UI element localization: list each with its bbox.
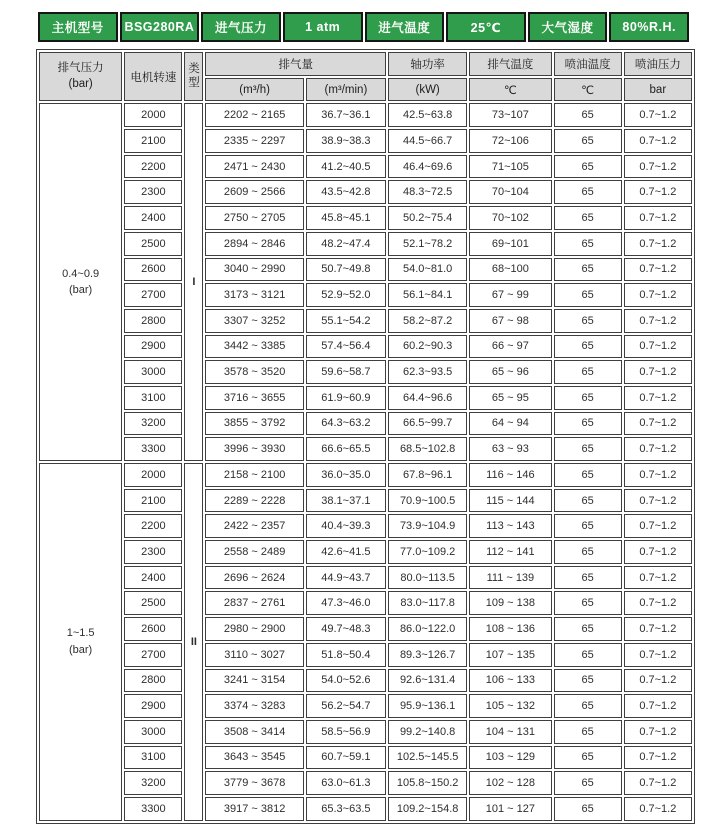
oil-pressure-cell: 0.7~1.2: [624, 335, 692, 359]
discharge-temp-cell: 67 ~ 99: [469, 283, 551, 307]
capacity-min-cell: 63.0~61.3: [306, 771, 386, 795]
oil-pressure-cell: 0.7~1.2: [624, 591, 692, 615]
motor-speed-cell: 3300: [124, 797, 182, 821]
col-header-capacity: 排气量: [205, 52, 386, 76]
capacity-min-cell: 59.6~58.7: [306, 360, 386, 384]
motor-speed-cell: 2300: [124, 180, 182, 204]
capacity-min-cell: 52.9~52.0: [306, 283, 386, 307]
discharge-temp-cell: 68~100: [469, 258, 551, 282]
capacity-min-cell: 48.2~47.4: [306, 232, 386, 256]
info-value-model: BSG280RA: [120, 12, 200, 42]
discharge-temp-cell: 70~104: [469, 180, 551, 204]
col-unit-capacity-min: (m³/min): [306, 78, 386, 102]
shaft-power-cell: 105.8~150.2: [388, 771, 467, 795]
oil-pressure-cell: 0.7~1.2: [624, 566, 692, 590]
capacity-h-cell: 3716 ~ 3655: [205, 386, 303, 410]
oil-pressure-cell: 0.7~1.2: [624, 386, 692, 410]
shaft-power-cell: 80.0~113.5: [388, 566, 467, 590]
table-row: [39, 206, 692, 230]
shaft-power-cell: 54.0~81.0: [388, 258, 467, 282]
capacity-h-cell: 3779 ~ 3678: [205, 771, 303, 795]
shaft-power-cell: 99.2~140.8: [388, 720, 467, 744]
shaft-power-cell: 66.5~99.7: [388, 412, 467, 436]
motor-speed-cell: 2700: [124, 643, 182, 667]
capacity-min-cell: 41.2~40.5: [306, 155, 386, 179]
capacity-min-cell: 36.0~35.0: [306, 463, 386, 487]
shaft-power-cell: 46.4~69.6: [388, 155, 467, 179]
motor-speed-cell: 3300: [124, 437, 182, 461]
capacity-h-cell: 2335 ~ 2297: [205, 129, 303, 153]
table-row: [39, 617, 692, 641]
oil-temp-cell: 65: [554, 412, 622, 436]
capacity-h-cell: 2289 ~ 2228: [205, 489, 303, 513]
oil-temp-cell: 65: [554, 540, 622, 564]
capacity-min-cell: 56.2~54.7: [306, 694, 386, 718]
capacity-h-cell: 2837 ~ 2761: [205, 591, 303, 615]
info-label-humidity: 大气湿度: [528, 12, 608, 42]
spec-info-bar: [36, 10, 691, 44]
table-row: [39, 232, 692, 256]
table-row: [39, 797, 692, 821]
discharge-temp-cell: 102 ~ 128: [469, 771, 551, 795]
table-row: [39, 412, 692, 436]
shaft-power-cell: 109.2~154.8: [388, 797, 467, 821]
motor-speed-cell: 2900: [124, 335, 182, 359]
table-row: [39, 335, 692, 359]
col-header-oil-temp: 喷油温度: [554, 52, 622, 76]
oil-temp-cell: 65: [554, 771, 622, 795]
col-header-type-char2: 型: [188, 76, 200, 89]
oil-temp-cell: 65: [554, 720, 622, 744]
oil-temp-cell: 65: [554, 129, 622, 153]
oil-temp-cell: 65: [554, 232, 622, 256]
discharge-temp-cell: 104 ~ 131: [469, 720, 551, 744]
oil-temp-cell: 65: [554, 258, 622, 282]
oil-pressure-cell: 0.7~1.2: [624, 309, 692, 333]
table-row: [39, 309, 692, 333]
oil-temp-cell: 65: [554, 746, 622, 770]
capacity-h-cell: 3917 ~ 3812: [205, 797, 303, 821]
capacity-h-cell: 2750 ~ 2705: [205, 206, 303, 230]
oil-temp-cell: 65: [554, 463, 622, 487]
capacity-min-cell: 42.6~41.5: [306, 540, 386, 564]
shaft-power-cell: 83.0~117.8: [388, 591, 467, 615]
oil-pressure-cell: 0.7~1.2: [624, 694, 692, 718]
capacity-h-cell: 3578 ~ 3520: [205, 360, 303, 384]
motor-speed-cell: 2100: [124, 489, 182, 513]
table-row: [39, 566, 692, 590]
oil-pressure-cell: 0.7~1.2: [624, 129, 692, 153]
capacity-h-cell: 3307 ~ 3252: [205, 309, 303, 333]
oil-pressure-cell: 0.7~1.2: [624, 180, 692, 204]
capacity-min-cell: 55.1~54.2: [306, 309, 386, 333]
table-row: [39, 155, 692, 179]
table-row: [39, 643, 692, 667]
shaft-power-cell: 89.3~126.7: [388, 643, 467, 667]
oil-pressure-cell: 0.7~1.2: [624, 746, 692, 770]
discharge-temp-cell: 111 ~ 139: [469, 566, 551, 590]
header-row-1: [39, 52, 692, 76]
capacity-h-cell: 3442 ~ 3385: [205, 335, 303, 359]
table-row: [39, 283, 692, 307]
table-row: [39, 514, 692, 538]
motor-speed-cell: 3100: [124, 386, 182, 410]
table-row: [39, 540, 692, 564]
discharge-temp-cell: 109 ~ 138: [469, 591, 551, 615]
oil-temp-cell: 65: [554, 386, 622, 410]
col-header-shaft-power: 轴功率: [388, 52, 467, 76]
capacity-min-cell: 38.9~38.3: [306, 129, 386, 153]
motor-speed-cell: 2200: [124, 155, 182, 179]
capacity-min-cell: 38.1~37.1: [306, 489, 386, 513]
info-label-inlet-temp: 进气温度: [365, 12, 445, 42]
motor-speed-cell: 2600: [124, 617, 182, 641]
oil-pressure-cell: 0.7~1.2: [624, 232, 692, 256]
table-row: [39, 771, 692, 795]
capacity-h-cell: 3855 ~ 3792: [205, 412, 303, 436]
spec-sheet: [36, 10, 693, 824]
oil-pressure-cell: 0.7~1.2: [624, 412, 692, 436]
table-row: [39, 258, 692, 282]
oil-temp-cell: 65: [554, 180, 622, 204]
capacity-min-cell: 49.7~48.3: [306, 617, 386, 641]
table-row: [39, 694, 692, 718]
col-header-oil-pressure: 喷油压力: [624, 52, 692, 76]
shaft-power-cell: 64.4~96.6: [388, 386, 467, 410]
capacity-min-cell: 43.5~42.8: [306, 180, 386, 204]
col-header-discharge-temp: 排气温度: [469, 52, 551, 76]
table-row: [39, 746, 692, 770]
capacity-min-cell: 51.8~50.4: [306, 643, 386, 667]
table-row: [39, 180, 692, 204]
oil-temp-cell: 65: [554, 566, 622, 590]
discharge-temp-cell: 116 ~ 146: [469, 463, 551, 487]
motor-speed-cell: 2400: [124, 566, 182, 590]
motor-speed-cell: 2700: [124, 283, 182, 307]
discharge-temp-cell: 115 ~ 144: [469, 489, 551, 513]
oil-temp-cell: 65: [554, 694, 622, 718]
discharge-temp-cell: 107 ~ 135: [469, 643, 551, 667]
shaft-power-cell: 77.0~109.2: [388, 540, 467, 564]
motor-speed-cell: 3200: [124, 412, 182, 436]
oil-temp-cell: 65: [554, 155, 622, 179]
col-header-motor-speed: 电机转速: [124, 52, 182, 101]
oil-pressure-cell: 0.7~1.2: [624, 489, 692, 513]
table-row: [39, 489, 692, 513]
col-unit-shaft-power: (kW): [388, 78, 467, 102]
shaft-power-cell: 48.3~72.5: [388, 180, 467, 204]
oil-temp-cell: 65: [554, 309, 622, 333]
oil-pressure-cell: 0.7~1.2: [624, 617, 692, 641]
col-header-type: [184, 52, 203, 101]
capacity-min-cell: 54.0~52.6: [306, 669, 386, 693]
motor-speed-cell: 3000: [124, 720, 182, 744]
oil-temp-cell: 65: [554, 206, 622, 230]
discharge-temp-cell: 108 ~ 136: [469, 617, 551, 641]
shaft-power-cell: 44.5~66.7: [388, 129, 467, 153]
pressure-group-cell: 1~1.5 (bar): [39, 463, 122, 821]
capacity-h-cell: 2696 ~ 2624: [205, 566, 303, 590]
table-row: [39, 360, 692, 384]
col-header-discharge-pressure-label: 排气压力: [57, 62, 104, 75]
shaft-power-cell: 60.2~90.3: [388, 335, 467, 359]
capacity-min-cell: 64.3~63.2: [306, 412, 386, 436]
table-row: [39, 386, 692, 410]
capacity-h-cell: 2202 ~ 2165: [205, 103, 303, 127]
oil-pressure-cell: 0.7~1.2: [624, 103, 692, 127]
capacity-h-cell: 3241 ~ 3154: [205, 669, 303, 693]
discharge-temp-cell: 103 ~ 129: [469, 746, 551, 770]
capacity-min-cell: 45.8~45.1: [306, 206, 386, 230]
shaft-power-cell: 86.0~122.0: [388, 617, 467, 641]
discharge-temp-cell: 112 ~ 141: [469, 540, 551, 564]
capacity-min-cell: 50.7~49.8: [306, 258, 386, 282]
motor-speed-cell: 2500: [124, 232, 182, 256]
motor-speed-cell: 2200: [124, 514, 182, 538]
spec-table: [36, 49, 695, 824]
oil-temp-cell: 65: [554, 514, 622, 538]
col-unit-oil-temp: ℃: [554, 78, 622, 102]
shaft-power-cell: 56.1~84.1: [388, 283, 467, 307]
motor-speed-cell: 2000: [124, 463, 182, 487]
discharge-temp-cell: 106 ~ 133: [469, 669, 551, 693]
col-unit-oil-pressure: bar: [624, 78, 692, 102]
capacity-h-cell: 3643 ~ 3545: [205, 746, 303, 770]
oil-pressure-cell: 0.7~1.2: [624, 463, 692, 487]
oil-temp-cell: 65: [554, 103, 622, 127]
capacity-min-cell: 58.5~56.9: [306, 720, 386, 744]
discharge-temp-cell: 73~107: [469, 103, 551, 127]
motor-speed-cell: 3100: [124, 746, 182, 770]
col-header-discharge-pressure: [39, 52, 122, 101]
oil-pressure-cell: 0.7~1.2: [624, 669, 692, 693]
oil-pressure-cell: 0.7~1.2: [624, 771, 692, 795]
capacity-min-cell: 66.6~65.5: [306, 437, 386, 461]
oil-pressure-cell: 0.7~1.2: [624, 797, 692, 821]
capacity-h-cell: 3040 ~ 2990: [205, 258, 303, 282]
shaft-power-cell: 62.3~93.5: [388, 360, 467, 384]
discharge-temp-cell: 66 ~ 97: [469, 335, 551, 359]
motor-speed-cell: 2600: [124, 258, 182, 282]
table-row: [39, 463, 692, 487]
col-unit-discharge-temp: ℃: [469, 78, 551, 102]
oil-pressure-cell: 0.7~1.2: [624, 155, 692, 179]
oil-temp-cell: 65: [554, 617, 622, 641]
capacity-h-cell: 2158 ~ 2100: [205, 463, 303, 487]
oil-pressure-cell: 0.7~1.2: [624, 258, 692, 282]
col-header-discharge-pressure-unit: (bar): [68, 77, 93, 90]
capacity-h-cell: 3508 ~ 3414: [205, 720, 303, 744]
capacity-h-cell: 3996 ~ 3930: [205, 437, 303, 461]
discharge-temp-cell: 72~106: [469, 129, 551, 153]
table-row: [39, 437, 692, 461]
discharge-temp-cell: 105 ~ 132: [469, 694, 551, 718]
info-label-model: 主机型号: [38, 12, 118, 42]
motor-speed-cell: 2800: [124, 669, 182, 693]
info-value-inlet-pressure: 1 atm: [283, 12, 363, 42]
motor-speed-cell: 3000: [124, 360, 182, 384]
oil-pressure-cell: 0.7~1.2: [624, 206, 692, 230]
motor-speed-cell: 2800: [124, 309, 182, 333]
type-cell: I: [184, 103, 203, 461]
shaft-power-cell: 58.2~87.2: [388, 309, 467, 333]
table-row: [39, 720, 692, 744]
discharge-temp-cell: 65 ~ 96: [469, 360, 551, 384]
capacity-min-cell: 61.9~60.9: [306, 386, 386, 410]
capacity-min-cell: 44.9~43.7: [306, 566, 386, 590]
table-row: [39, 591, 692, 615]
discharge-temp-cell: 67 ~ 98: [469, 309, 551, 333]
oil-temp-cell: 65: [554, 335, 622, 359]
capacity-h-cell: 3173 ~ 3121: [205, 283, 303, 307]
motor-speed-cell: 3200: [124, 771, 182, 795]
motor-speed-cell: 2900: [124, 694, 182, 718]
oil-pressure-cell: 0.7~1.2: [624, 360, 692, 384]
discharge-temp-cell: 69~101: [469, 232, 551, 256]
discharge-temp-cell: 65 ~ 95: [469, 386, 551, 410]
type-cell: II: [184, 463, 203, 821]
shaft-power-cell: 73.9~104.9: [388, 514, 467, 538]
capacity-h-cell: 2609 ~ 2566: [205, 180, 303, 204]
capacity-h-cell: 3110 ~ 3027: [205, 643, 303, 667]
col-unit-capacity-h: (m³/h): [205, 78, 303, 102]
shaft-power-cell: 50.2~75.4: [388, 206, 467, 230]
oil-temp-cell: 65: [554, 283, 622, 307]
table-row: [39, 129, 692, 153]
oil-pressure-cell: 0.7~1.2: [624, 437, 692, 461]
discharge-temp-cell: 71~105: [469, 155, 551, 179]
shaft-power-cell: 68.5~102.8: [388, 437, 467, 461]
oil-pressure-cell: 0.7~1.2: [624, 540, 692, 564]
capacity-min-cell: 40.4~39.3: [306, 514, 386, 538]
capacity-h-cell: 3374 ~ 3283: [205, 694, 303, 718]
capacity-min-cell: 65.3~63.5: [306, 797, 386, 821]
discharge-temp-cell: 113 ~ 143: [469, 514, 551, 538]
capacity-h-cell: 2894 ~ 2846: [205, 232, 303, 256]
oil-temp-cell: 65: [554, 591, 622, 615]
discharge-temp-cell: 101 ~ 127: [469, 797, 551, 821]
table-row: [39, 669, 692, 693]
capacity-h-cell: 2471 ~ 2430: [205, 155, 303, 179]
oil-pressure-cell: 0.7~1.2: [624, 720, 692, 744]
discharge-temp-cell: 63 ~ 93: [469, 437, 551, 461]
info-label-inlet-pressure: 进气压力: [201, 12, 281, 42]
capacity-h-cell: 2558 ~ 2489: [205, 540, 303, 564]
shaft-power-cell: 92.6~131.4: [388, 669, 467, 693]
shaft-power-cell: 102.5~145.5: [388, 746, 467, 770]
capacity-h-cell: 2980 ~ 2900: [205, 617, 303, 641]
oil-pressure-cell: 0.7~1.2: [624, 643, 692, 667]
oil-temp-cell: 65: [554, 797, 622, 821]
oil-temp-cell: 65: [554, 489, 622, 513]
info-value-humidity: 80%R.H.: [609, 12, 689, 42]
shaft-power-cell: 67.8~96.1: [388, 463, 467, 487]
col-header-type-char1: 类: [188, 63, 200, 76]
shaft-power-cell: 70.9~100.5: [388, 489, 467, 513]
shaft-power-cell: 95.9~136.1: [388, 694, 467, 718]
oil-temp-cell: 65: [554, 669, 622, 693]
oil-pressure-cell: 0.7~1.2: [624, 283, 692, 307]
motor-speed-cell: 2100: [124, 129, 182, 153]
info-value-inlet-temp: 25℃: [446, 12, 526, 42]
table-row: [39, 103, 692, 127]
motor-speed-cell: 2400: [124, 206, 182, 230]
capacity-min-cell: 36.7~36.1: [306, 103, 386, 127]
motor-speed-cell: 2300: [124, 540, 182, 564]
pressure-group-cell: 0.4~0.9 (bar): [39, 103, 122, 461]
capacity-min-cell: 60.7~59.1: [306, 746, 386, 770]
shaft-power-cell: 42.5~63.8: [388, 103, 467, 127]
capacity-min-cell: 57.4~56.4: [306, 335, 386, 359]
capacity-min-cell: 47.3~46.0: [306, 591, 386, 615]
discharge-temp-cell: 64 ~ 94: [469, 412, 551, 436]
shaft-power-cell: 52.1~78.2: [388, 232, 467, 256]
discharge-temp-cell: 70~102: [469, 206, 551, 230]
info-bar-row: [38, 12, 689, 42]
oil-temp-cell: 65: [554, 437, 622, 461]
capacity-h-cell: 2422 ~ 2357: [205, 514, 303, 538]
oil-temp-cell: 65: [554, 360, 622, 384]
oil-pressure-cell: 0.7~1.2: [624, 514, 692, 538]
motor-speed-cell: 2000: [124, 103, 182, 127]
oil-temp-cell: 65: [554, 643, 622, 667]
motor-speed-cell: 2500: [124, 591, 182, 615]
